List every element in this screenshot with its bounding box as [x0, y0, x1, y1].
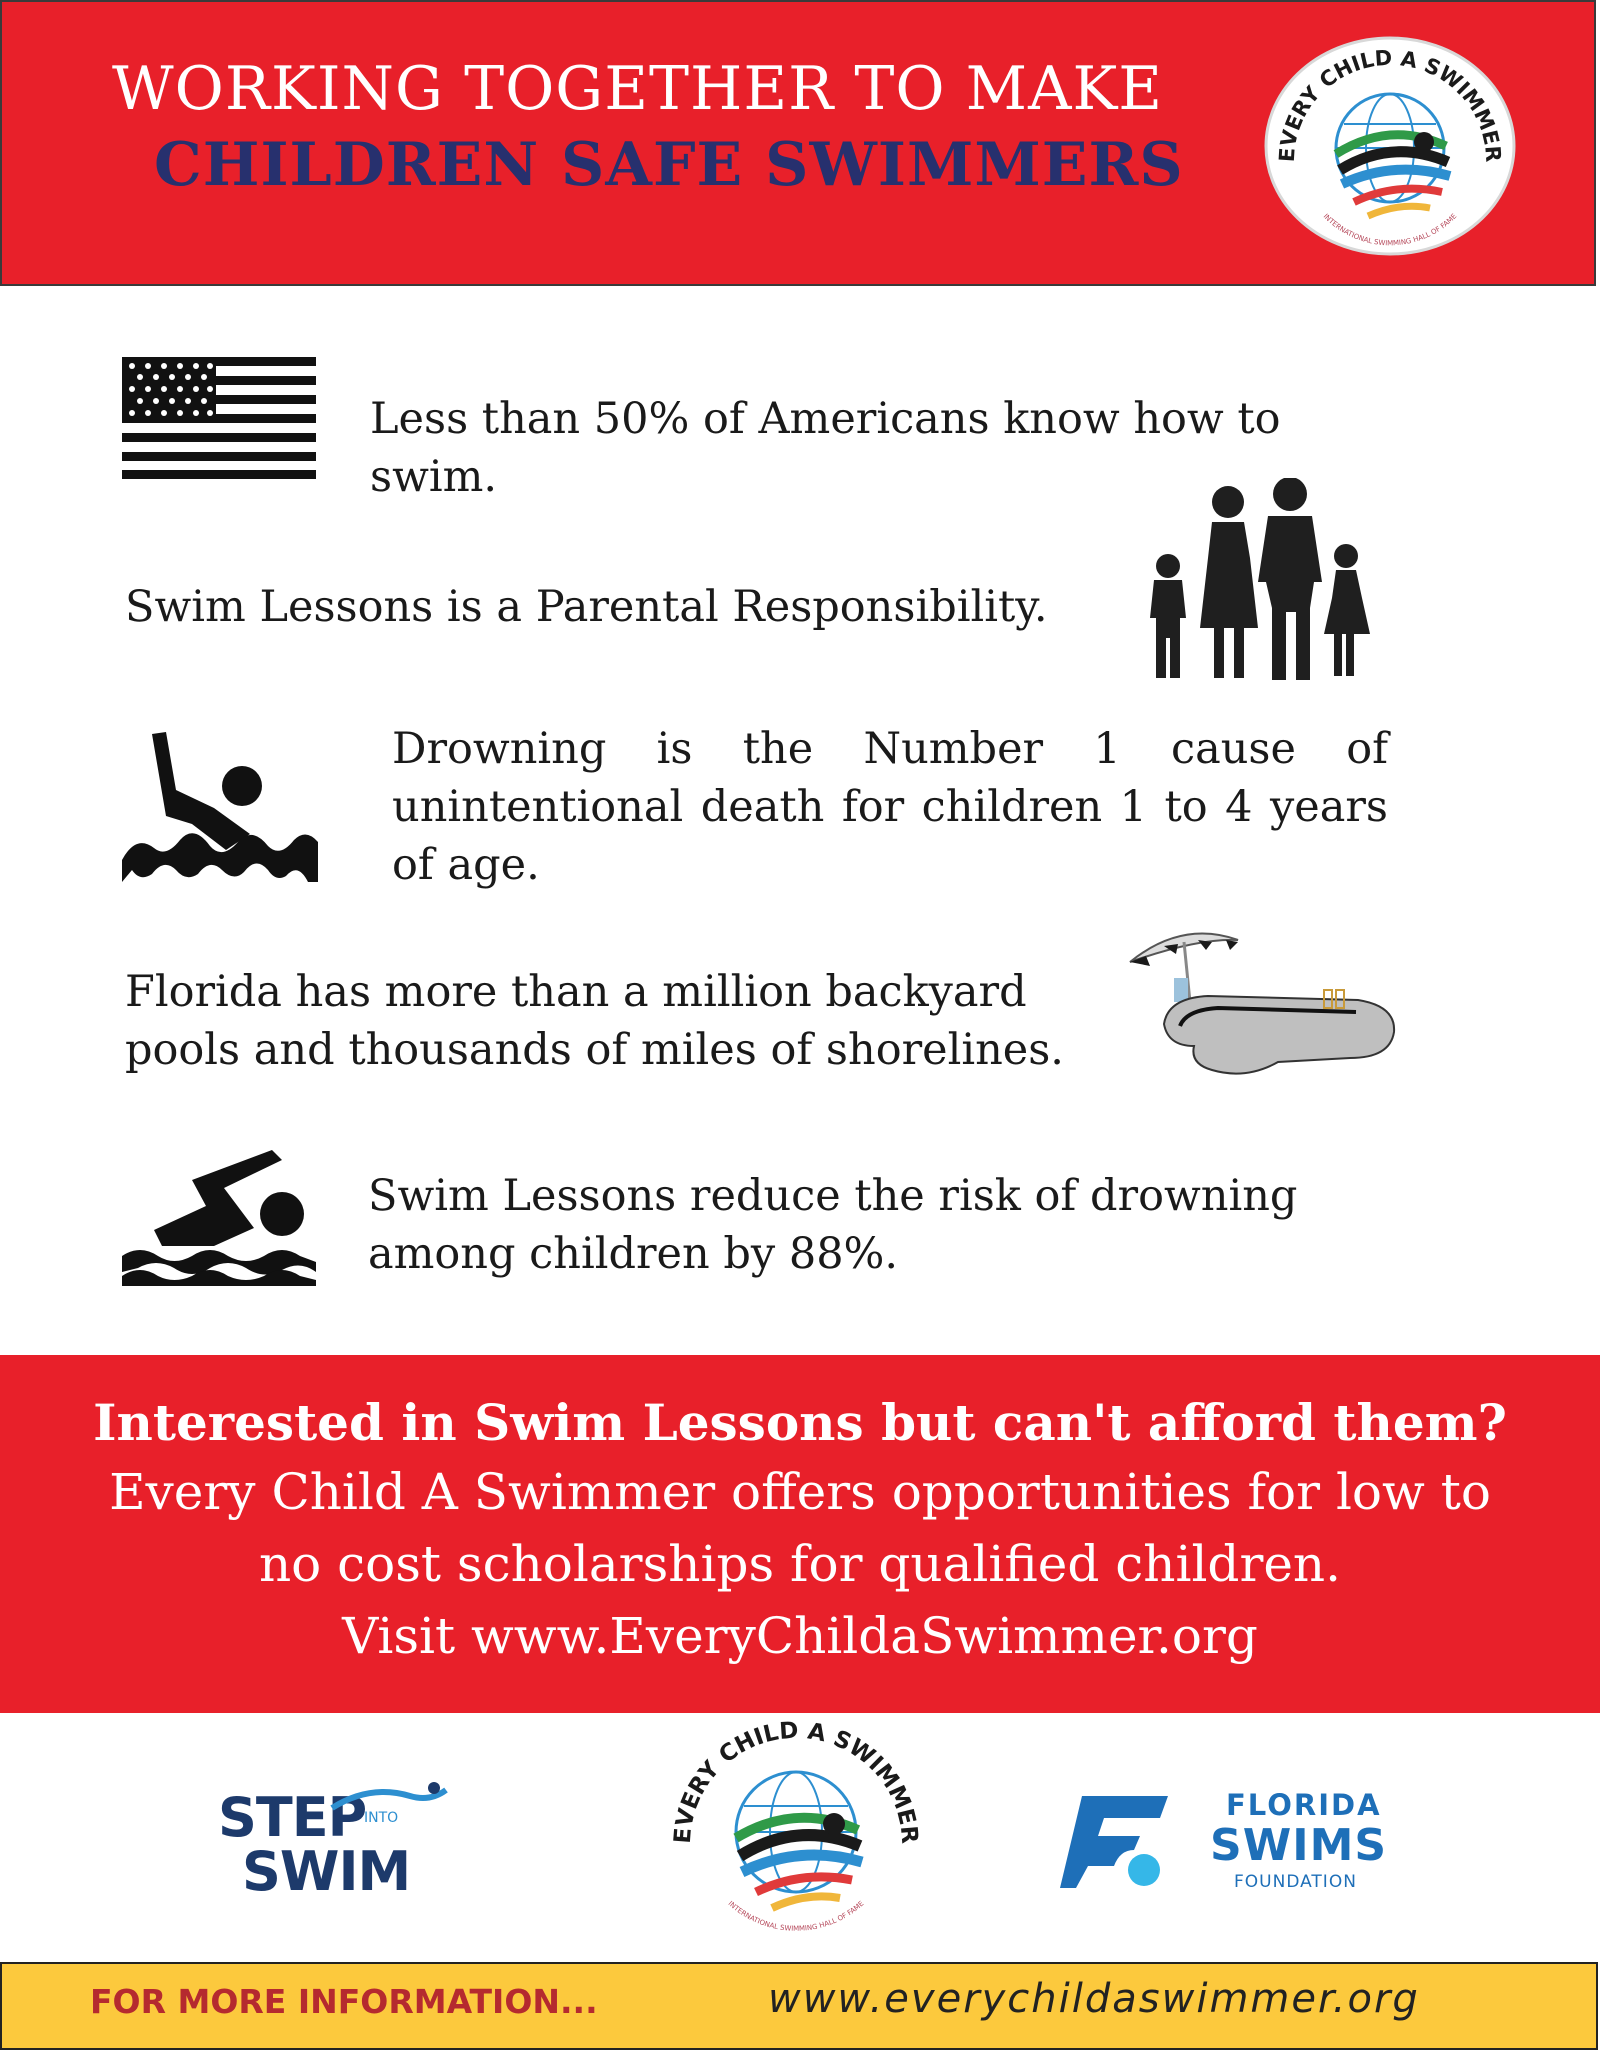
fact-parental-responsibility: Swim Lessons is a Parental Responsibility.	[125, 582, 1048, 632]
header-banner	[0, 0, 1596, 286]
into-word: INTO	[364, 1810, 399, 1826]
florida-swims-foundation-logo	[1060, 1788, 1420, 1892]
swims-word: SWIMS	[1210, 1820, 1388, 1871]
wave-icon	[330, 1780, 450, 1814]
fact-risk-reduction: Swim Lessons reduce the risk of drowning among children by 88%.	[368, 1171, 1298, 1279]
footer-website-link[interactable]: www.everychildaswimmer.org	[768, 1976, 1420, 2022]
scholarship-line1: Every Child A Swimmer offers opportunities for low to	[109, 1463, 1491, 1521]
svg-text:EVERY CHILD A SWIMMER: EVERY CHILD A SWIMMER	[669, 1717, 923, 1845]
scholarship-banner	[0, 1355, 1600, 1713]
svg-text:INTERNATIONAL SWIMMING HALL OF: INTERNATIONAL SWIMMING HALL OF FAME	[726, 1899, 866, 1933]
backyard-pool-icon	[1128, 920, 1400, 1080]
scholarship-visit-link[interactable]: Visit www.EveryChildaSwimmer.org	[342, 1607, 1258, 1665]
florida-swims-mark-icon	[1060, 1796, 1170, 1888]
scholarship-line2: no cost scholarships for qualified children.	[258, 1535, 1342, 1593]
foundation-word: FOUNDATION	[1234, 1872, 1357, 1892]
fact-swim-ability: Less than 50% of Americans know how to swim.	[370, 394, 1281, 502]
svg-text:INTERNATIONAL SWIMMING HALL OF: INTERNATIONAL SWIMMING HALL OF FAME	[1321, 212, 1459, 248]
every-child-a-swimmer-logo-footer	[660, 1712, 932, 1944]
footer-bar	[0, 1962, 1598, 2050]
header-title-line2: CHILDREN SAFE SWIMMERS	[154, 130, 1184, 200]
fact-drowning-cause: Drowning is the Number 1 cause of unintentional death for children 1 to 4 years of age.	[392, 724, 1388, 890]
step-into-swim-logo	[214, 1786, 454, 1906]
swimmer-icon	[122, 1148, 316, 1286]
every-child-a-swimmer-logo	[1264, 36, 1516, 256]
family-silhouette-icon	[1140, 478, 1380, 683]
fact-florida-pools: Florida has more than a million backyard pools and thousands of miles of shorelines.	[125, 967, 1064, 1075]
florida-word: FLORIDA	[1226, 1788, 1382, 1822]
svg-text:EVERY CHILD A SWIMMER: EVERY CHILD A SWIMMER	[1274, 45, 1506, 163]
header-title-line1: WORKING TOGETHER TO MAKE	[112, 54, 1164, 124]
drowning-person-icon	[122, 730, 318, 882]
footer-info-label: FOR MORE INFORMATION...	[90, 1982, 598, 2021]
swim-word: SWIM	[242, 1840, 411, 1903]
scholarship-heading: Interested in Swim Lessons but can't afford them?	[93, 1393, 1507, 1452]
step-word: STEP	[218, 1786, 367, 1849]
american-flag-icon	[122, 357, 316, 479]
